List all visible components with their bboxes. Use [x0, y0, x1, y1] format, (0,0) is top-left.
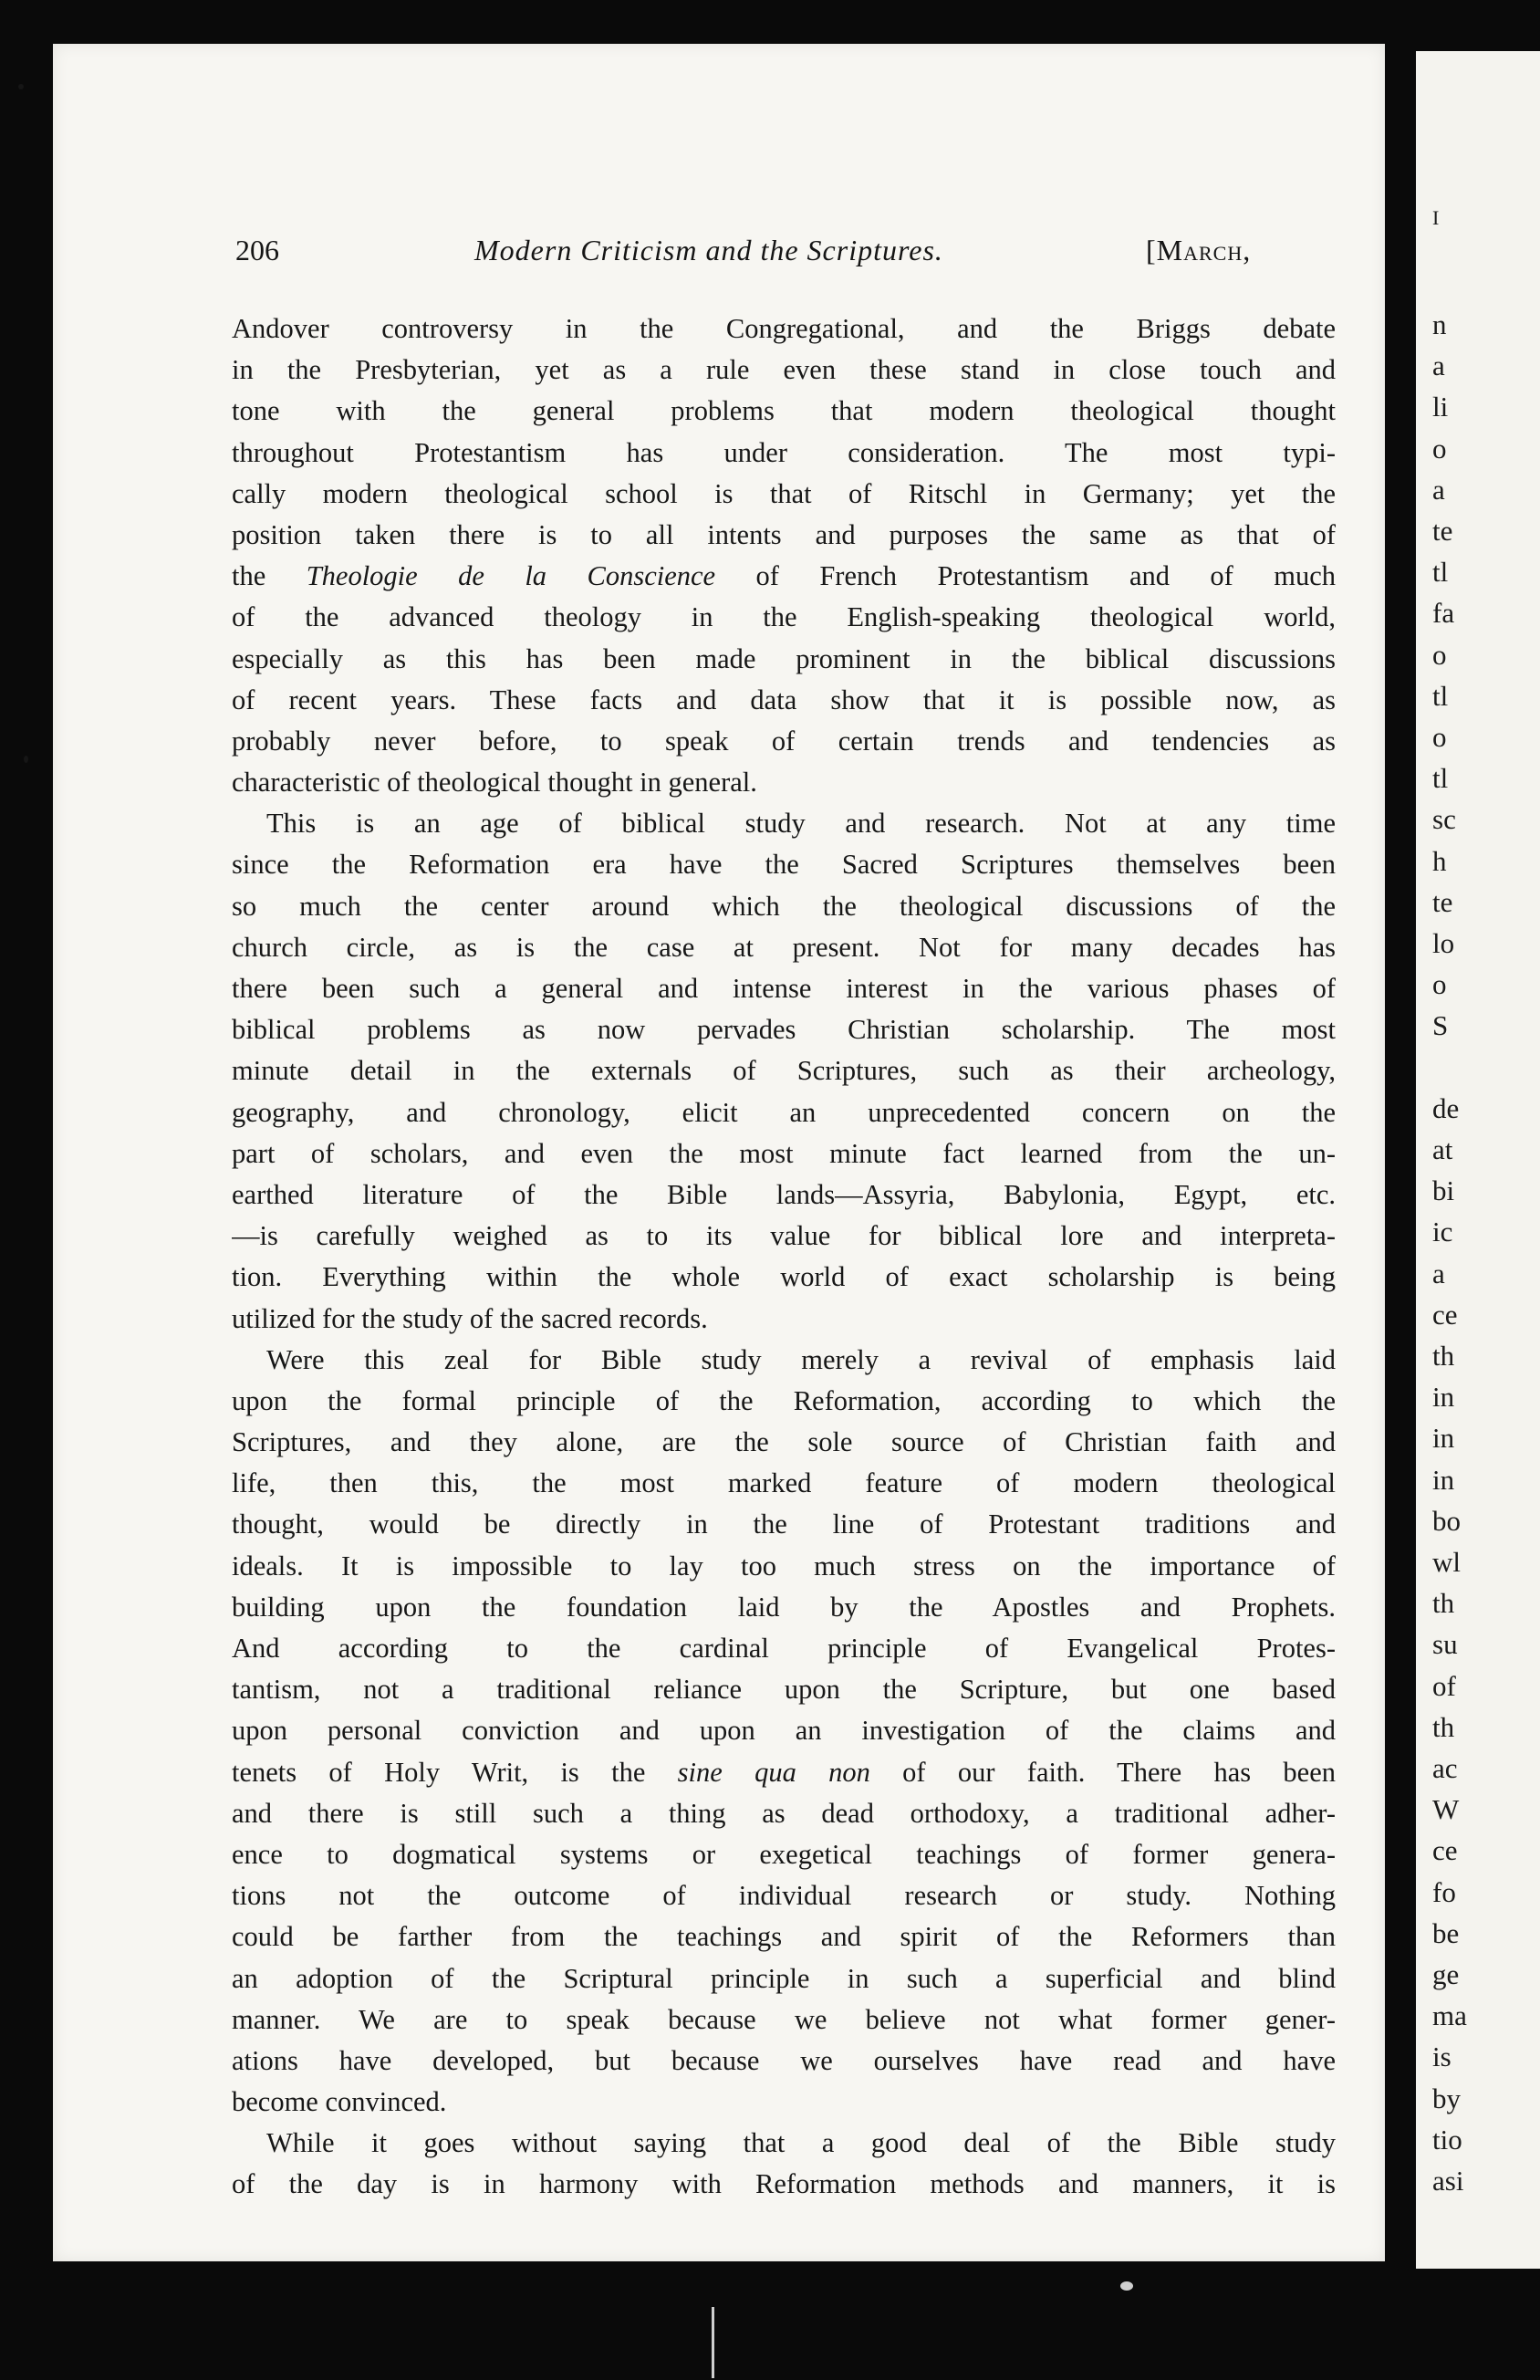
adjacent-page-fragment: tio: [1432, 2123, 1462, 2156]
text-line: an adoption of the Scriptural principle in such a superficial and blind: [232, 1962, 1336, 1994]
text-line: there been such a general and intense interest in the various phases of: [232, 973, 1336, 1004]
text-line: tone with the general problems that modern theological thought: [232, 395, 1336, 427]
italic-phrase: sine qua non: [677, 1756, 870, 1788]
text-line: throughout Protestantism has under consideration. The most typi-: [232, 436, 1336, 468]
text-line: manner. We are to speak because we believe not what former gener-: [232, 2003, 1336, 2035]
text-line: —is carefully weighed as to its value for biblical lore and interpreta-: [232, 1220, 1336, 1252]
text-line: of the advanced theology in the English-speaking theological world,: [232, 601, 1336, 633]
italic-phrase: Theologie de la Conscience: [306, 560, 716, 592]
text-line: Andover controversy in the Congregational, and the Briggs debate: [232, 313, 1336, 344]
adjacent-page-fragment: tl: [1432, 556, 1449, 589]
body-text: [232, 308, 1336, 2206]
text-line: could be farther from the teachings and spirit of the Reformers than: [232, 1921, 1336, 1953]
text-line: ence to dogmatical systems or exegetical teachings of former genera-: [232, 1838, 1336, 1870]
text-line: minute detail in the externals of Scriptures, such as their archeology,: [232, 1055, 1336, 1087]
text-line: While it goes without saying that a good deal of the Bible study: [266, 2127, 1336, 2159]
adjacent-page-fragment: a: [1432, 350, 1445, 382]
adjacent-page-fragment: bo: [1432, 1504, 1461, 1537]
text-line: upon personal conviction and upon an investigation of the claims and: [232, 1715, 1336, 1747]
adjacent-page-fragment: ac: [1432, 1752, 1458, 1784]
adjacent-page-fragment: in: [1432, 1422, 1455, 1455]
text-segment: of French Protestantism and of much: [715, 560, 1336, 592]
adjacent-page-fragment: in: [1432, 1463, 1455, 1496]
text-line: earthed literature of the Bible lands—Assyria, Babylonia, Egypt, etc.: [232, 1178, 1336, 1210]
scan-mark: [712, 2307, 714, 2378]
text-segment: of our faith. There has been: [869, 1756, 1336, 1788]
text-line: tion. Everything within the whole world of exact scholarship is being: [232, 1261, 1336, 1293]
adjacent-page-fragment: o: [1432, 968, 1447, 1001]
text-segment: tenets of Holy Writ, is the: [232, 1756, 678, 1788]
text-line: ideals. It is impossible to lay too much stress on the importance of: [232, 1550, 1336, 1581]
text-line: Were this zeal for Bible study merely a revival of emphasis laid: [266, 1343, 1336, 1375]
text-segment: the: [232, 560, 307, 592]
adjacent-page-edge: [1416, 51, 1540, 2269]
text-line: of recent years. These facts and data show that it is possible now, as: [232, 684, 1336, 715]
text-line: utilized for the study of the sacred records.: [232, 1302, 708, 1334]
adjacent-page-fragment: n: [1432, 308, 1447, 340]
text-line: probably never before, to speak of certain trends and tendencies as: [232, 725, 1336, 757]
text-line: so much the center around which the theological discussions of the: [232, 890, 1336, 922]
adjacent-page-fragment: fo: [1432, 1875, 1456, 1908]
adjacent-page-fragment: wl: [1432, 1546, 1461, 1578]
scan-speck: [18, 84, 24, 89]
adjacent-page-fragment: lo: [1432, 927, 1455, 959]
adjacent-page-fragment: o: [1432, 638, 1447, 671]
adjacent-page-fragment: tl: [1432, 679, 1449, 712]
adjacent-page-fragment: o: [1432, 721, 1447, 753]
adjacent-page-fragment: ic: [1432, 1216, 1453, 1248]
adjacent-page-fragment: th: [1432, 1340, 1455, 1372]
adjacent-page-fragment: a: [1432, 473, 1445, 506]
running-date: [March,: [1146, 234, 1252, 266]
text-line: especially as this has been made prominent in the biblical discussions: [232, 642, 1336, 674]
adjacent-page-fragment: by: [1432, 2082, 1461, 2114]
scan-mark: [1120, 2281, 1133, 2291]
running-head: [53, 234, 1385, 279]
adjacent-page-fragment: ce: [1432, 1298, 1458, 1331]
adjacent-page-fragment: sc: [1432, 803, 1456, 836]
page-number: 206: [235, 234, 279, 266]
adjacent-page-fragment: in: [1432, 1381, 1455, 1414]
text-line: geography, and chronology, elicit an unprecedented concern on the: [232, 1096, 1336, 1128]
adjacent-page-fragment: at: [1432, 1133, 1453, 1165]
adjacent-page-fragment: ce: [1432, 1834, 1458, 1867]
adjacent-page-fragment: th: [1432, 1587, 1455, 1620]
adjacent-page-fragment: a: [1432, 1257, 1445, 1289]
text-line: part of scholars, and even the most minute fact learned from the un-: [232, 1137, 1336, 1169]
text-line: And according to the cardinal principle of Evangelical Protes-: [232, 1633, 1336, 1664]
text-line: [232, 1752, 1336, 1793]
text-line: since the Reformation era have the Sacred Scriptures themselves been: [232, 849, 1336, 881]
adjacent-page-fragment: W: [1432, 1793, 1460, 1826]
book-page: [53, 44, 1385, 2261]
adjacent-page-fragment: su: [1432, 1628, 1458, 1661]
text-line: tions not the outcome of individual research or study. Nothing: [232, 1880, 1336, 1912]
scan-speck: [24, 756, 28, 763]
adjacent-page-fragment: bi: [1432, 1174, 1455, 1207]
text-line: biblical problems as now pervades Christian scholarship. The most: [232, 1014, 1336, 1046]
adjacent-page-fragment: of: [1432, 1669, 1456, 1702]
adjacent-page-fragment: fa: [1432, 597, 1455, 630]
adjacent-page-fragment: te: [1432, 885, 1453, 918]
text-line: This is an age of biblical study and research. Not at any time: [266, 808, 1336, 840]
adjacent-page-fragment: de: [1432, 1091, 1460, 1124]
adjacent-page-fragment: h: [1432, 844, 1447, 877]
adjacent-page-fragment: tl: [1432, 762, 1449, 795]
text-line: ations have developed, but because we ourselves have read and have: [232, 2044, 1336, 2076]
text-line: and there is still such a thing as dead orthodoxy, a traditional adher-: [232, 1797, 1336, 1829]
adjacent-page-fragment: li: [1432, 391, 1449, 423]
text-line: building upon the foundation laid by the Apostles and Prophets.: [232, 1591, 1336, 1623]
text-line: characteristic of theological thought in general.: [232, 767, 757, 799]
adjacent-page-fragment: te: [1432, 515, 1453, 547]
adjacent-page-fragment: ge: [1432, 1958, 1460, 1990]
text-line: tantism, not a traditional reliance upon the Scripture, but one based: [232, 1674, 1336, 1706]
text-line: become convinced.: [232, 2086, 447, 2118]
text-line: church circle, as is the case at present. Not for many decades has: [232, 931, 1336, 963]
text-line: in the Presbyterian, yet as a rule even these stand in close touch and: [232, 354, 1336, 386]
text-line: cally modern theological school is that of Ritschl in Germany; yet the: [232, 477, 1336, 509]
adjacent-page-fragment: S: [1432, 1009, 1449, 1042]
adjacent-page-fragment: ma: [1432, 1999, 1467, 2032]
adjacent-page-fragment: th: [1432, 1710, 1455, 1743]
text-line: position taken there is to all intents and purposes the same as that of: [232, 518, 1336, 550]
adjacent-page-fragment: be: [1432, 1916, 1460, 1949]
adjacent-page-fragment: I: [1432, 206, 1440, 229]
adjacent-page-fragment: is: [1432, 2041, 1452, 2073]
text-line: of the day is in harmony with Reformation methods and manners, it is: [232, 2168, 1336, 2200]
adjacent-page-fragment: asi: [1432, 2165, 1464, 2197]
text-line: Scriptures, and they alone, are the sole source of Christian faith and: [232, 1426, 1336, 1458]
text-line: thought, would be directly in the line of Protestant traditions and: [232, 1508, 1336, 1540]
text-line: upon the formal principle of the Reformation, according to which the: [232, 1384, 1336, 1416]
adjacent-page-fragment: o: [1432, 432, 1447, 465]
text-line: life, then this, the most marked feature of modern theological: [232, 1467, 1336, 1499]
text-line: [232, 556, 1336, 597]
running-title: Modern Criticism and the Scriptures.: [474, 234, 943, 266]
